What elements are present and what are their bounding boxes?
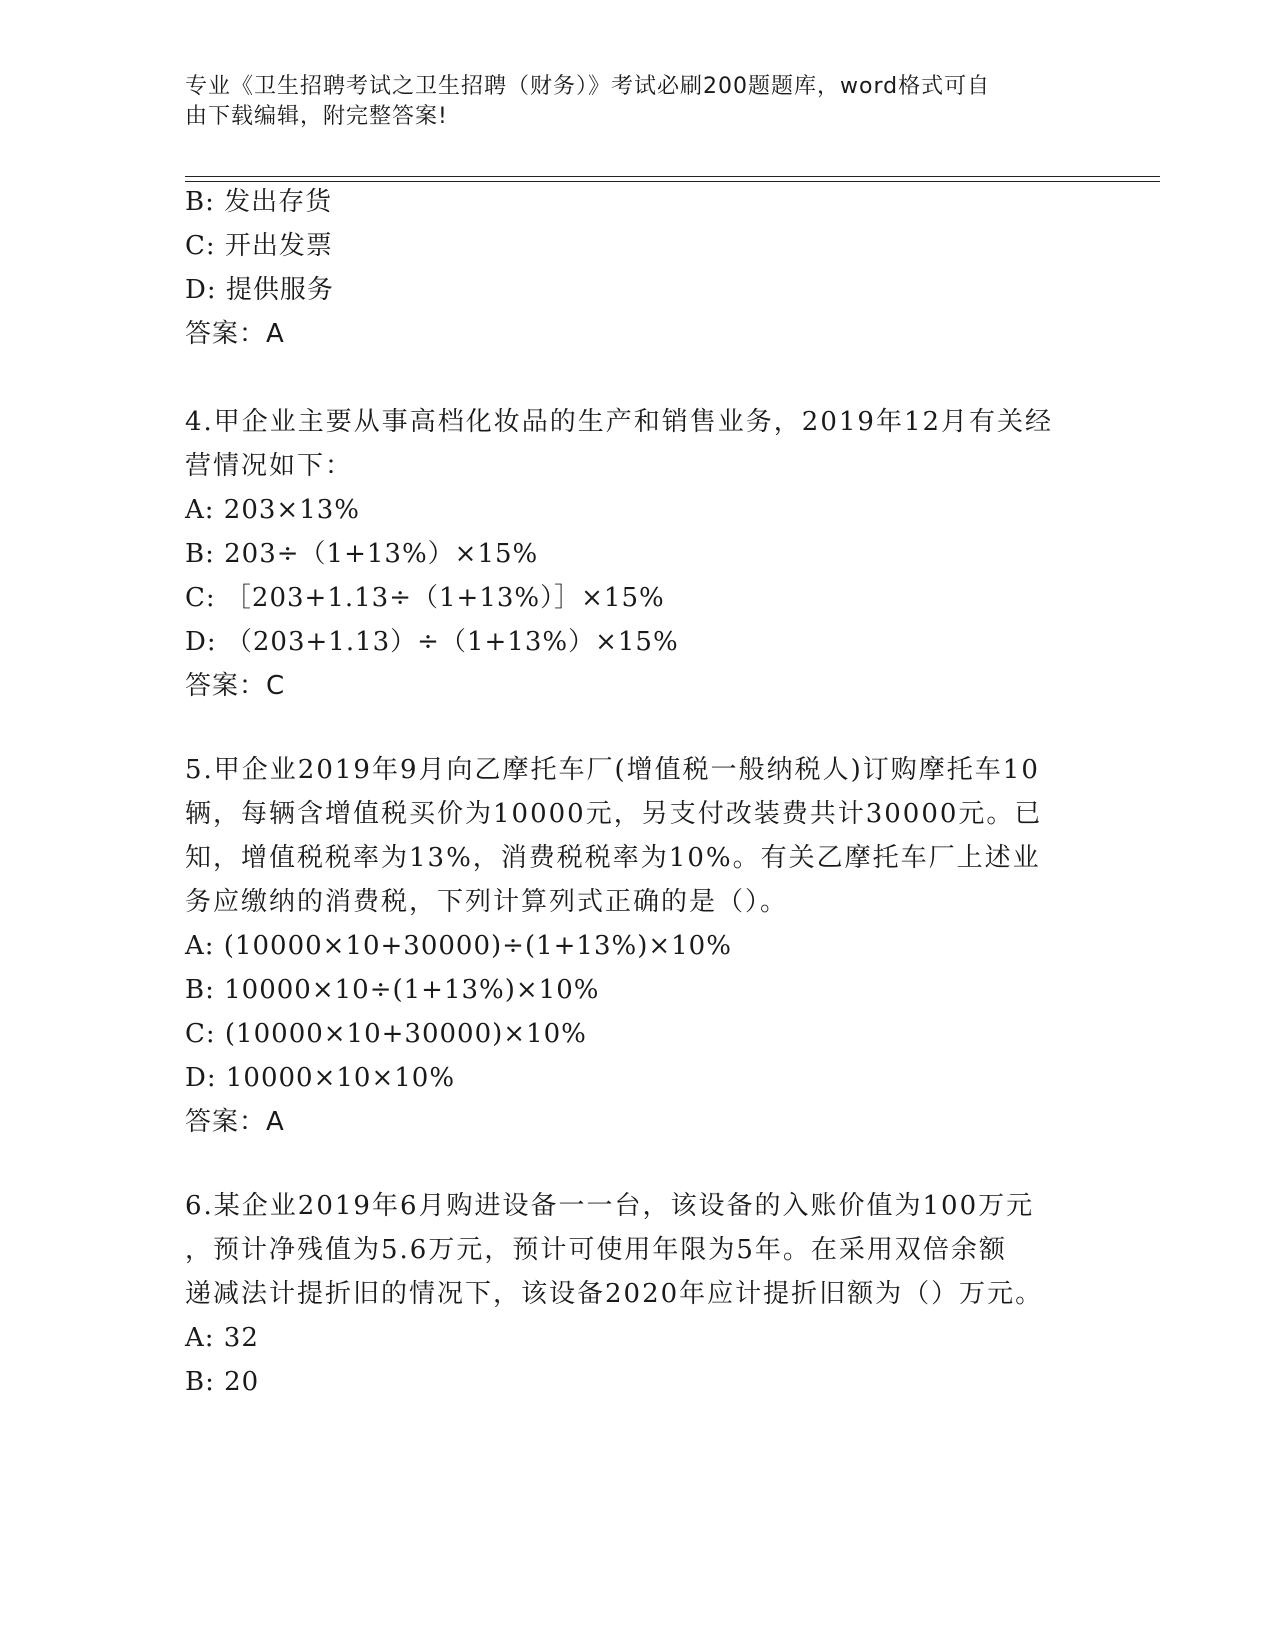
q3-option-b: B: 发出存货 (185, 187, 333, 217)
q5-option-a: A: (10000×10+30000)÷(1+13%)×10% (185, 931, 732, 961)
q4-answer: 答案：C (185, 671, 286, 701)
q4-stem-line-2: 营情况如下： (185, 451, 354, 481)
q5-stem-line-4: 务应缴纳的消费税，下列计算列式正确的是（）。 (185, 887, 789, 917)
q4-option-a: A: 203×13% (185, 495, 361, 525)
q3-option-d: D: 提供服务 (185, 275, 334, 305)
header-line-2: 由下载编辑，附完整答案! (185, 104, 448, 129)
q5-answer: 答案：A (185, 1107, 285, 1137)
q4-option-c: C: ［203+1.13÷（1+13%）］×15% (185, 583, 665, 613)
header-divider-bottom (185, 181, 1160, 182)
q3-option-c: C: 开出发票 (185, 231, 333, 261)
q5-stem-line-3: 知，增值税税率为13%，消费税税率为10%。有关乙摩托车厂上述业 (185, 843, 1041, 873)
header-line-1: 专业《卫生招聘考试之卫生招聘（财务）》考试必刷200题题库，word格式可自 (185, 74, 991, 99)
q5-option-c: C: (10000×10+30000)×10% (185, 1019, 587, 1049)
q5-stem-line-2: 辆，每辆含增值税买价为10000元，另支付改装费共计30000元。已 (185, 799, 1043, 829)
q6-stem-line-2: ，预计净残值为5.6万元，预计可使用年限为5年。在采用双倍余额 (185, 1235, 1007, 1265)
q6-stem-line-3: 递减法计提折旧的情况下，该设备2020年应计提折旧额为（）万元。 (185, 1279, 1044, 1309)
q5-option-b: B: 10000×10÷(1+13%)×10% (185, 975, 600, 1005)
q3-answer: 答案：A (185, 319, 285, 349)
q5-option-d: D: 10000×10×10% (185, 1063, 456, 1093)
document-header (185, 72, 1065, 132)
q6-stem-line-1: 6.某企业2019年6月购进设备一一台，该设备的入账价值为100万元 (185, 1191, 1035, 1221)
q4-option-d: D: （203+1.13）÷（1+13%）×15% (185, 627, 679, 657)
q5-stem-line-1: 5.甲企业2019年9月向乙摩托车厂(增值税一般纳税人)订购摩托车10 (185, 755, 1040, 785)
q4-option-b: B: 203÷（1+13%）×15% (185, 539, 539, 569)
q6-option-b: B: 20 (185, 1367, 260, 1397)
header-divider-top (185, 176, 1160, 177)
q6-option-a: A: 32 (185, 1323, 259, 1353)
q4-stem-line-1: 4.甲企业主要从事高档化妆品的生产和销售业务，2019年12月有关经 (185, 407, 1054, 437)
